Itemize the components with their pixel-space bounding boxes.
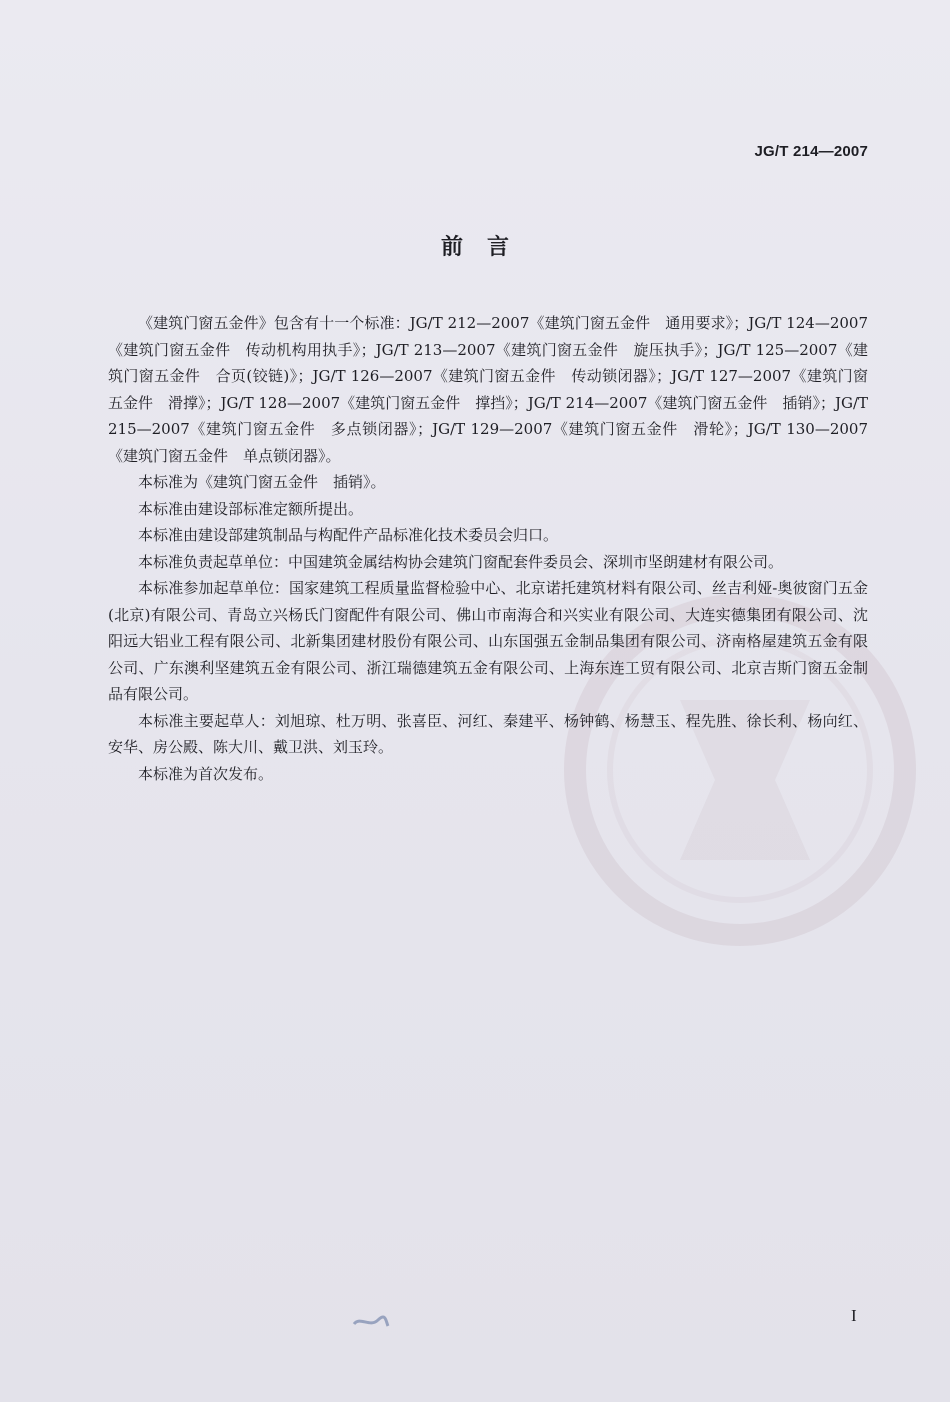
scan-smudge-icon [350, 1310, 390, 1334]
paragraph-this-standard: 本标准为《建筑门窗五金件 插销》。 [138, 473, 386, 491]
paragraph-participating-orgs: 本标准参加起草单位：国家建筑工程质量监督检验中心、北京诺托建筑材料有限公司、丝吉利娅-奥彼窗门五金(北京)有限公司、青岛立兴杨氏门窗配件有限公司、佛山市南海合和兴实业有限公司、大连实德集团有限公司、沈阳远大铝业工程有限公司、北新集团建材股份有限公司、山东国强五金制品集团有限公司、济南格屋建筑五金有限公司、广东澳利坚建筑五金有限公司、浙江瑞德建筑五金有限公司、上海东连工贸有限公司、北京吉斯门窗五金制品有限公司。 [108, 579, 868, 703]
standard-code: JG/T 214—2007 [754, 143, 868, 160]
paragraph-standards-list: 《建筑门窗五金件》包含有十一个标准：JG/T 212—2007《建筑门窗五金件 通用要求》；JG/T 124—2007《建筑门窗五金件 传动机构用执手》；JG/T 213—2007《建筑门窗五金件 旋压执手》；JG/T 125—2007《建筑门窗五金件 合页(铰链)》；JG/T 126—2007《建筑门窗五金件 传动锁闭器》；JG/T 127—2007《建筑门窗五金件 滑撑》；JG/T 128—2007《建筑门窗五金件 撑挡》；JG/T 214—2007《建筑门窗五金件 插销》；JG/T 215—2007《建筑门窗五金件 多点锁闭器》；JG/T 129—2007《建筑门窗五金件 滑轮》；JG/T 130—2007《建筑门窗五金件 单点锁闭器》。 [108, 314, 868, 465]
paragraph-lead-drafter-org: 本标准负责起草单位：中国建筑金属结构协会建筑门窗配套件委员会、深圳市坚朗建材有限公司。 [138, 552, 784, 571]
page-title: 前言 [440, 235, 533, 260]
paragraph-first-release: 本标准为首次发布。 [138, 764, 274, 783]
paragraph-main-drafters: 本标准主要起草人：刘旭琼、杜万明、张喜臣、河红、秦建平、杨钟鹤、杨慧玉、程先胜、徐长利、杨向红、安华、房公殿、陈大川、戴卫洪、刘玉玲。 [108, 711, 868, 756]
page-number: I [851, 1306, 857, 1325]
foreword-body [108, 310, 868, 787]
paragraph-proposed-by: 本标准由建设部标准定额所提出。 [138, 499, 364, 518]
paragraph-centralized-by: 本标准由建设部建筑制品与构配件产品标准化技术委员会归口。 [138, 526, 559, 544]
